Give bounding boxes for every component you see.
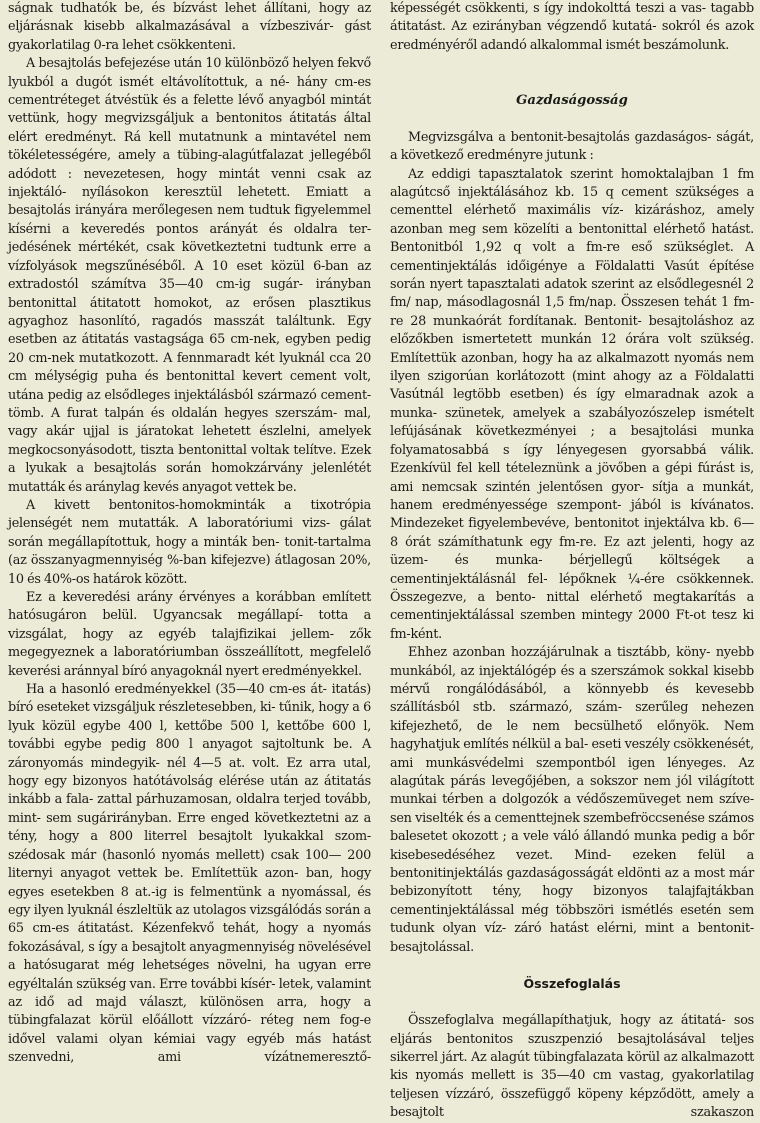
text-line: ha az alkalmazott nyomás nem ilyen szigorúan <box>390 350 754 385</box>
text-line: hatósugarat még lehetséges növelni, ha ugyan <box>23 958 337 974</box>
text-line: említett hatósugáron belül. Ugyancsak megállapí- <box>8 590 371 624</box>
text-line: egyéb más hatást szenvedni, ami vízátnemeresztő- <box>8 1031 371 1066</box>
text-line: bentonitos átitatás által elért eredményt. Rá kell <box>8 111 371 145</box>
text-line: lépőknek ¼-ére csökkennek. Összegezve, a bento- <box>390 571 754 605</box>
text-line: vastag, gyakorlatilag teljesen vízzáró, összefüggő <box>390 1068 754 1102</box>
text-line: nyebb munkából, az injektálógép és a szerszámok <box>390 645 754 679</box>
text-line: totta a vizsgálat, hogy az egyéb talajfizikai jellem- <box>8 608 371 642</box>
text-line: Összefoglalva megállapíthatjuk, hogy az átitatá- <box>408 1013 726 1029</box>
text-line: mutatnunk a mintavétel nem tökéletességére, <box>8 129 371 164</box>
text-line: jelenségét nem mutatták. A laboratóriumi vizs- <box>8 516 330 532</box>
text-line: sokról és azok eredményéről adandó alkalommal <box>390 19 754 53</box>
text-line: tűnik, hogy a 6 lyuk közül egybe 400 l, kettőbe <box>8 700 371 734</box>
text-line: itatás) bíró eseteket vizsgáljuk részletesebben, ki- <box>8 682 372 716</box>
text-line: találtunk. Egy esetben az átitatás vastagsága <box>8 313 371 348</box>
text-line: amelyek megkocsonyásodott, tiszta bentonittal <box>8 424 371 458</box>
paragraph <box>390 166 754 645</box>
text-line: amely a tübing-alagútfalazat jellegéből adódott : <box>8 148 371 182</box>
text-line: Ehhez azonban hozzájárulnak a tisztább, köny- <box>408 645 711 661</box>
text-line: Az eddigi tapasztalatok szerint homoktalajban <box>408 166 714 182</box>
text-line: az alkalmazott kis nyomás mellett is 35—40 cm <box>390 1050 754 1084</box>
text-line: A besajtolás befejezése után 10 különböző helyen <box>26 56 334 72</box>
text-line: volt a fm-re eső szükséglet. A cementinjektálás <box>390 240 754 274</box>
paragraph <box>390 129 754 166</box>
paragraph <box>8 589 371 681</box>
text-line: hatótávolság elérése után az átitatás inkább a fala- <box>8 774 371 808</box>
paragraph <box>390 644 754 957</box>
text-line: plasztikus agyaghoz hasonlító, ragadós masszát <box>8 295 371 329</box>
text-line: fúrást is, ami nemcsak szintén jelentősen gyor- <box>390 461 754 495</box>
text-line: között. <box>144 571 188 587</box>
text-line: záró hatást elérni, mint a bentonit-besajtolással. <box>390 921 754 955</box>
spacer <box>390 74 754 92</box>
text-line: réteg nem fog-e idővel valami olyan kémiai vagy <box>8 1013 371 1047</box>
text-line: ezeken felül a bentonitinjektálás gazdaságosságát <box>390 847 754 882</box>
text-line: korlátozott (mint ahogy az a Földalatti Vasútnál <box>390 369 755 403</box>
text-line: tapasztalati adatok szerint az elsődlegesnél 2 fm/ <box>390 277 754 311</box>
spacer <box>390 957 754 975</box>
text-line: 12 órára volt szükség. Említettük azonban, hogy <box>390 332 754 366</box>
text-line: ságát, a következő eredményre jutunk : <box>390 129 754 164</box>
text-line: ismét beszámolunk. <box>605 37 730 53</box>
text-line: szükséges a cementtel elérhető maximális víz- <box>390 185 754 219</box>
spacer <box>390 55 754 73</box>
text-line: pedig az elsődleges injektálásból származó cement- <box>47 387 371 403</box>
text-line: szédosak már (hasonló nyomás mellett) csak 100— <box>8 847 342 863</box>
text-line: sos eljárás bentonitos szuszpenzió besajtolásával <box>390 1013 754 1047</box>
text-line: szemben mintegy 2000 Ft-ot tesz ki fm-ként. <box>390 608 754 642</box>
text-line: Ha a hasonló eredményekkel (35—40 cm-es át- <box>26 682 327 698</box>
text-line: sokkal kisebb mérvű rongálódásából, a könnyebb <box>390 663 754 697</box>
text-line: puha és bentonittal kevert cement volt, utána <box>8 369 371 403</box>
text-line: szünetek, amelyek a szabályozószelep ismételt <box>444 405 754 421</box>
text-line: Ez a keveredési arány érvényes a korábban <box>26 590 316 605</box>
section-title-gazdasagossag: Gazdaságosság <box>516 93 628 108</box>
text-line: kifejezve) átlagosan 20%, 10 és 40%-os határok <box>8 553 371 587</box>
text-line: és kevesebb szállításból stb. származó, szám- <box>390 681 754 716</box>
text-line: nap, másodlagosnál 1,5 fm/nap. Összesen tehát <box>415 295 717 311</box>
text-line: térben a dolgozók a védőszemüveget nem szíve- <box>442 792 754 808</box>
text-line: tagabb átitatást. Az ezirányban végzendő kutatá- <box>390 1 754 35</box>
text-line: eseti veszély csökkenését, ami munkásvédelmi <box>390 737 754 771</box>
text-line: ságnak tudhatók be, és bízvást lehet állítani, hogy <box>8 1 350 16</box>
text-line: gálat során megállapítottuk, hogy a minták ben- <box>8 516 371 550</box>
text-line: zattal párhuzamosan, oldalra terjed tovább, mint- <box>8 792 372 826</box>
text-line: szerűleg nehezen kifejezhető, de le nem becsülhető <box>390 700 754 734</box>
text-line: utolagos vizsgálódás során a 65 cm-es átitatást. <box>8 902 371 937</box>
paragraph <box>8 0 371 55</box>
text-line: nittal elérhető megtakarítás a cementinjektálással <box>390 589 754 624</box>
paragraph <box>390 1012 754 1122</box>
section-title-osszefoglalas: Összefoglalás <box>523 976 621 992</box>
text-line: gást gyakorlatilag 0-ra lehet csökkenteni. <box>8 19 371 53</box>
text-line: munka pedig a bőr kisebesedéséhez vezet. Mind- <box>390 829 755 863</box>
text-line: eredményekkel. <box>261 663 362 679</box>
text-line: Kézenfekvő tehát, hogy a nyomás fokozásával, <box>8 921 371 955</box>
text-line: nyílásokon keresztül lehetett. Emiatt a besajtolás <box>8 185 371 219</box>
text-line: arra, hogy a tübingfalazat körül előállott vízzáró- <box>8 994 371 1029</box>
text-line: teljes sikerrel járt. Az alagút tübingfalazata körül <box>390 1031 754 1066</box>
text-line: Ezenkívül fel kell tételeznünk a jövőben a gépi <box>390 461 693 477</box>
text-line: 65 cm-nek, egyben pedig 20 cm-nek mutatkozott. <box>8 332 372 366</box>
text-line: irányára merőlegesen nem tudtuk figyelemmel <box>75 203 372 219</box>
text-line: letek, valamint az idő ad majd választ, különösen <box>8 976 371 1010</box>
text-line: 200 liternyi anyagot vettek be. Említettük azon- <box>8 847 371 882</box>
text-line: erre egyéltalán szükség van. Erre további kísér- <box>8 958 371 992</box>
text-line: levegőjében, a sokszor nem jól világított munkai <box>390 774 755 808</box>
text-line: képességét csökkenti, s így indokolttá teszi a vas- <box>390 1 706 16</box>
text-line: az eljárásnak kisebb alkalmazásával a vízbeszivár- <box>8 1 371 35</box>
left-column <box>8 0 371 1068</box>
spacer <box>390 110 754 128</box>
text-line: voltak telítve. Ezek a lyukak a besajtolás során <box>8 442 371 477</box>
text-line: számos balesetet okozott ; a vele váló állandó <box>390 810 754 845</box>
text-line: előnyök. Nem hagyhatjuk említés nélkül a bal- <box>390 718 754 753</box>
text-line: 6-ban az extradostól számítva 35—40 cm-ig sugár- <box>8 258 371 293</box>
text-line: bérjellegű költségek a cementinjektálásnál fel- <box>390 553 754 587</box>
text-line: mal, vagy akár ujjal is járatokat lehetett észlelni, <box>8 405 371 440</box>
text-line: ban, hogy egyes esetekben 8 at.-ig is felmentünk <box>8 866 371 900</box>
right-column <box>390 0 754 1123</box>
text-line: kevés anyagot vettek be. <box>143 479 297 495</box>
text-line: anyagot sajtoltunk be. A záronyomás mindegyik- <box>8 737 371 771</box>
text-line: 500 l, kettőbe 600 l, további egybe pedig 800 l <box>8 718 372 753</box>
text-line: sem sugárirányban. Erre enged következtetni az a <box>46 810 371 826</box>
text-line: A kivett bentonitos-homokminták a tixotrópia <box>26 497 371 513</box>
text-line: a nyomással, és egy ilyen lyuknál észleltük az <box>8 884 371 918</box>
text-line: folyamatosabbá s így lényegesen gyorsabbá válik. <box>390 442 754 458</box>
text-line: többszöri ismétlés esetén sem tudunk olyan víz- <box>390 902 754 937</box>
text-line: besajtoláshoz az előzőkben ismertetett munkán <box>390 313 755 348</box>
text-line: időigénye a Földalatti Vasút építése során nyert <box>390 258 754 293</box>
text-line: lefújásának következményei ; a besajtolási munka <box>390 424 754 440</box>
text-line: Megvizsgálva a bentonit-besajtolás gazdaságos- <box>408 129 712 145</box>
text-line: tömb. A furat talpán és oldalán hegyes szerszám- <box>8 405 338 421</box>
text-line: megfelelő keverési aránnyal bíró anyagoknál nyert <box>8 645 371 679</box>
text-line: A fennmaradt két lyuknál cca 20 cm mélységig <box>8 350 371 385</box>
paragraph <box>8 497 371 589</box>
text-line: kizáráshoz, amely azonban meg sem közelíti a <box>390 203 754 237</box>
text-line: homokzárvány jelenlétét mutatták és aránylag <box>8 461 371 495</box>
text-line: szempontból igen lényeges. Az alagútak párás <box>390 755 754 790</box>
text-line: bentonitot injektálva kb. 6—8 órát számíthatunk <box>390 516 754 550</box>
text-line: nevezetesen, hogy mintát venni csak az injektáló- <box>8 166 371 201</box>
text-line: sítja a munkát, hanem eredményessége szempont- <box>390 479 754 513</box>
text-line: köpeny képződött, amely a besajtolt szakaszon <box>390 1086 754 1121</box>
text-line: eldönti az a most már bebizonyított tény, hogy <box>390 866 754 900</box>
text-line: jából is kívánatos. Mindezeket figyelembevéve, <box>390 497 754 532</box>
paragraph <box>390 0 754 55</box>
text-line: hány cm-es cementréteget átvéstük és a felette lévő <box>8 74 371 109</box>
paragraph <box>8 681 371 1068</box>
text-line: anyagból mintát vettünk, hogy megvizsgáljuk a <box>8 93 371 127</box>
text-line: tény, hogy a 800 literrel besajtolt lyukakkal szom- <box>8 829 371 845</box>
text-line: irányban bentonittal átitatott homokot, az erősen <box>8 277 371 311</box>
text-line: bizonyos talajfajtákban cementinjektálással még <box>390 884 755 918</box>
text-line: kísérni a keveredés pontos arányát és oldalra ter- <box>8 221 371 237</box>
text-line: s így a besajtolt anyagmennyiség növelésével a <box>8 939 371 974</box>
text-line: erre a vízfolyások megszűnéséből. A 10 eset közül <box>8 240 372 274</box>
text-line: 1 fm alagútcső injektálásához kb. 15 q cement <box>390 166 754 201</box>
text-line: legtöbb esetben) és így elmaradnak azok a munka- <box>390 387 754 421</box>
text-line: tonit-tartalma (az összanyagmennyiség %-ban <box>8 534 372 569</box>
text-line: bentonittal elérhető hatást. Bentonitból 1,92 q <box>390 221 754 256</box>
text-line: nél 4—5 at. volt. Ez arra utal, hogy egy bizonyos <box>8 755 371 790</box>
text-line: 1 fm-re 28 munkaórát fordítanak. Bentonit- <box>390 295 754 329</box>
text-line: jedésének mértékét, csak következtetni tudtunk <box>8 240 323 256</box>
paragraph <box>8 55 371 497</box>
text-line: fekvő lyukból a dugót ismét eltávolítottuk, a né- <box>8 56 371 90</box>
spacer <box>390 994 754 1012</box>
text-line: sen viselték és a cementtejnek szembefröccsenése <box>390 810 705 826</box>
text-line: egy fm-re. Ez azt jelenti, hogy az üzem- és munka- <box>390 534 754 569</box>
text-line: zők megegyeznek a laboratóriumban összeállított, <box>8 626 371 661</box>
